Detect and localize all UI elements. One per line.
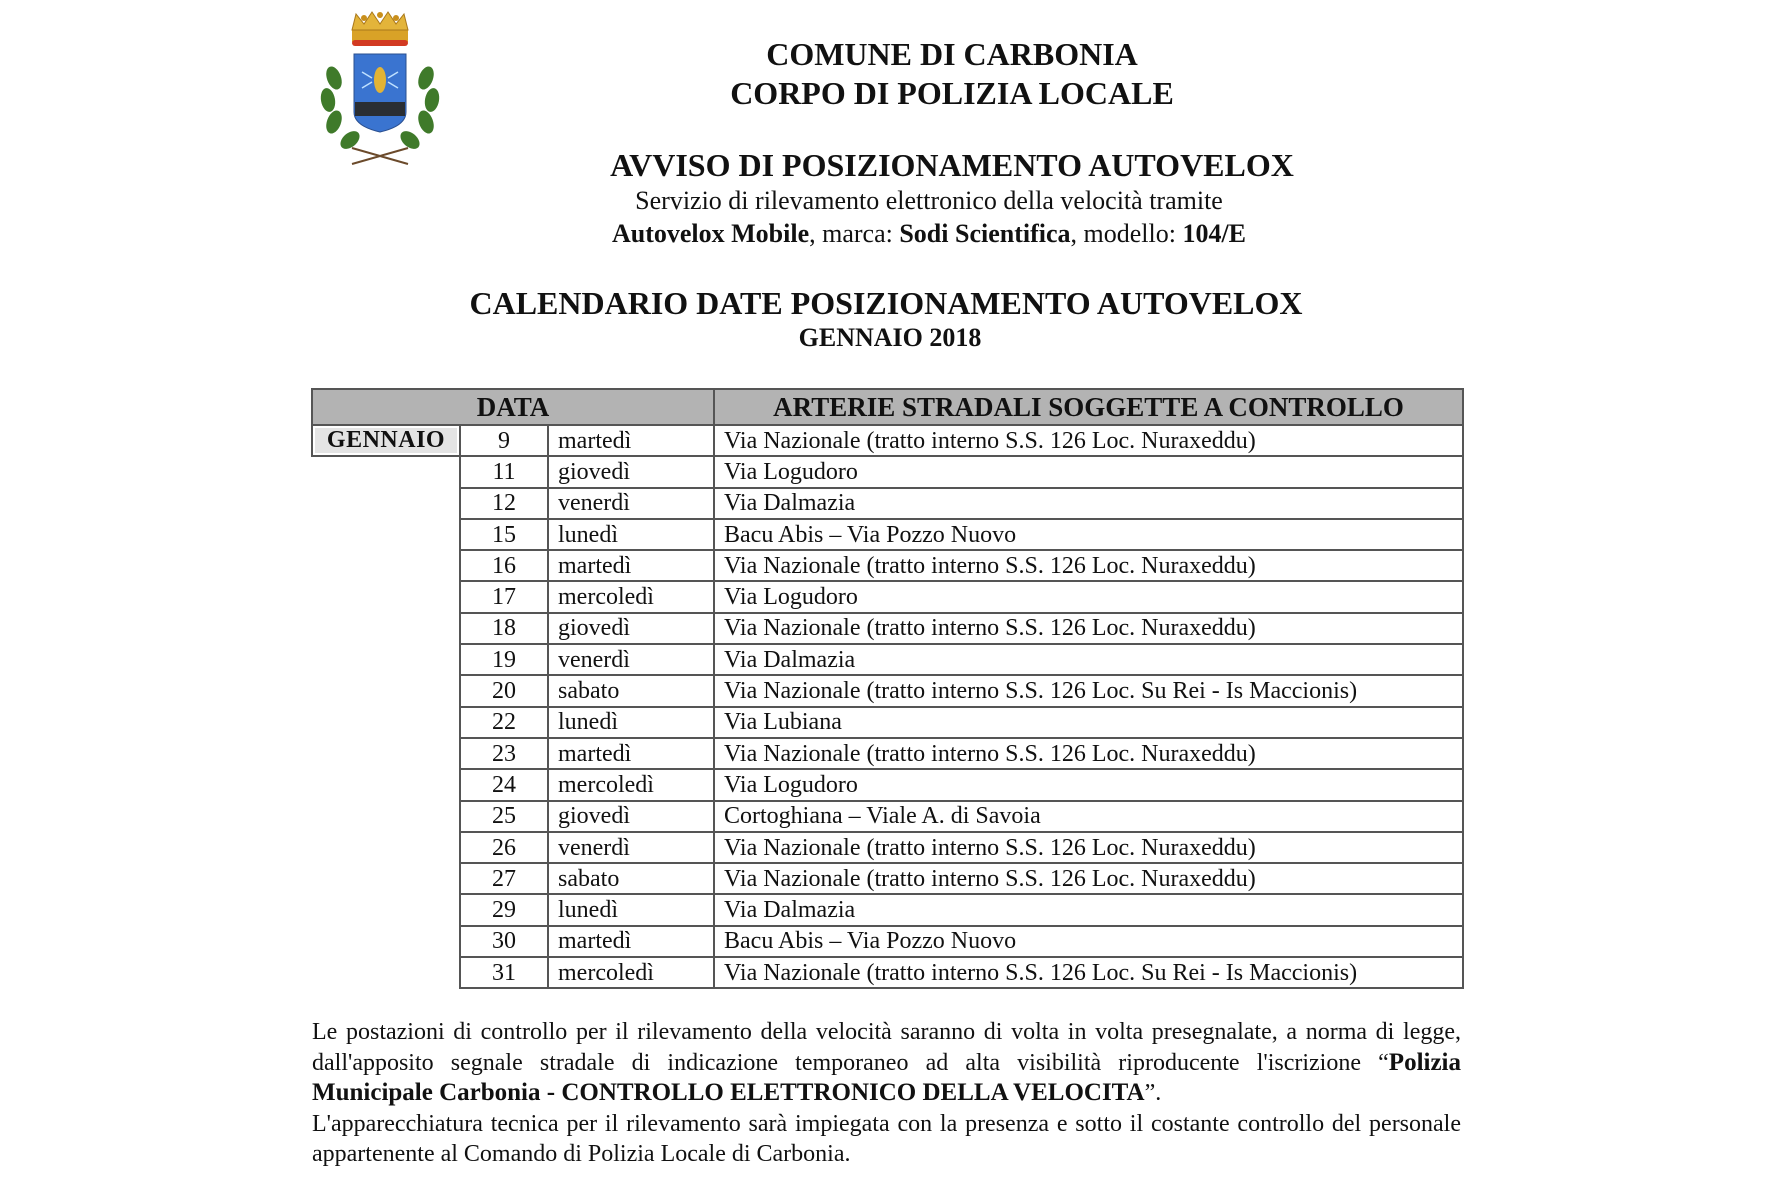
month-cell <box>312 769 460 800</box>
brand-label: , marca: <box>809 219 900 248</box>
road-cell: Via Nazionale (tratto interno S.S. 126 Loc. Su Rei - Is Maccionis) <box>714 675 1463 706</box>
table-row <box>312 769 1463 800</box>
day-cell: 24 <box>460 769 548 800</box>
day-cell: 9 <box>460 425 548 456</box>
table-row <box>312 801 1463 832</box>
paragraph-1-text: Le postazioni di controllo per il rilevamento della velocità saranno di volta in volta presegnalate, a norma di legge, dall'apposito segnale stradale di indicazione temporaneo ad alta visibilità riproducente l'iscrizione <box>312 1019 1461 1076</box>
road-cell: Via Lubiana <box>714 707 1463 738</box>
weekday-cell: martedì <box>548 550 714 581</box>
day-cell: 18 <box>460 613 548 644</box>
weekday-cell: mercoledì <box>548 957 714 988</box>
model-label: , modello: <box>1070 219 1183 248</box>
paragraph-1 <box>312 1017 1461 1109</box>
road-cell: Bacu Abis – Via Pozzo Nuovo <box>714 519 1463 550</box>
device-type: Autovelox Mobile <box>611 219 810 248</box>
day-cell: 19 <box>460 644 548 675</box>
device-model: 104/E <box>1182 219 1247 248</box>
day-cell: 20 <box>460 675 548 706</box>
road-cell: Via Nazionale (tratto interno S.S. 126 Loc. Nuraxeddu) <box>714 550 1463 581</box>
table-row <box>312 707 1463 738</box>
day-cell: 15 <box>460 519 548 550</box>
month-cell <box>312 707 460 738</box>
road-cell: Via Dalmazia <box>714 644 1463 675</box>
month-cell <box>312 550 460 581</box>
weekday-cell: lunedì <box>548 894 714 925</box>
road-cell: Bacu Abis – Via Pozzo Nuovo <box>714 926 1463 957</box>
day-cell: 23 <box>460 738 548 769</box>
weekday-cell: venerdì <box>548 832 714 863</box>
month-cell <box>312 581 460 612</box>
road-cell: Via Logudoro <box>714 769 1463 800</box>
notice-title: AVVISO DI POSIZIONAMENTO AUTOVELOX <box>610 147 1294 183</box>
weekday-cell: giovedì <box>548 613 714 644</box>
table-row <box>312 613 1463 644</box>
coat-of-arms-icon <box>312 8 448 166</box>
table-row <box>312 581 1463 612</box>
road-cell: Via Nazionale (tratto interno S.S. 126 Loc. Nuraxeddu) <box>714 863 1463 894</box>
road-cell: Via Nazionale (tratto interno S.S. 126 Loc. Nuraxeddu) <box>714 425 1463 456</box>
table-row <box>312 863 1463 894</box>
notice-paragraph <box>312 1017 1461 1170</box>
month-cell <box>312 801 460 832</box>
table-row <box>312 957 1463 988</box>
table-row <box>312 488 1463 519</box>
day-cell: 17 <box>460 581 548 612</box>
table-row <box>312 550 1463 581</box>
month-cell <box>312 738 460 769</box>
month-cell <box>312 644 460 675</box>
table-row <box>312 519 1463 550</box>
month-cell <box>312 957 460 988</box>
weekday-cell: sabato <box>548 863 714 894</box>
weekday-cell: mercoledì <box>548 581 714 612</box>
day-cell: 31 <box>460 957 548 988</box>
road-cell: Via Dalmazia <box>714 894 1463 925</box>
month-cell <box>312 863 460 894</box>
weekday-cell: martedì <box>548 425 714 456</box>
road-cell: Via Nazionale (tratto interno S.S. 126 Loc. Nuraxeddu) <box>714 738 1463 769</box>
table-header-row <box>312 389 1463 425</box>
table-row <box>312 644 1463 675</box>
weekday-cell: martedì <box>548 926 714 957</box>
month-cell <box>312 519 460 550</box>
month-cell <box>312 832 460 863</box>
signage-text: Polizia Municipale Carbonia - CONTROLLO ELETTRONICO DELLA VELOCITA <box>312 1048 1462 1106</box>
notice-subtitle: Servizio di rilevamento elettronico della velocità tramite <box>635 186 1223 215</box>
day-cell: 16 <box>460 550 548 581</box>
month-label: GENNAIO <box>315 428 457 453</box>
device-info <box>612 219 1246 249</box>
quote-close: ”. <box>1144 1080 1162 1106</box>
day-cell: 26 <box>460 832 548 863</box>
weekday-cell: martedì <box>548 738 714 769</box>
header-roads: ARTERIE STRADALI SOGGETTE A CONTROLLO <box>714 389 1463 425</box>
day-cell: 30 <box>460 926 548 957</box>
table-row <box>312 675 1463 706</box>
header-date: DATA <box>312 389 714 425</box>
weekday-cell: venerdì <box>548 488 714 519</box>
table-row <box>312 456 1463 487</box>
table-row <box>312 894 1463 925</box>
coat-of-arms-logo <box>312 8 448 166</box>
month-cell <box>312 894 460 925</box>
table-row <box>312 832 1463 863</box>
road-cell: Via Nazionale (tratto interno S.S. 126 Loc. Su Rei - Is Maccionis) <box>714 957 1463 988</box>
quote-open: “ <box>1378 1049 1389 1076</box>
org-name-line1: COMUNE DI CARBONIA <box>766 36 1138 72</box>
calendar-period: GENNAIO 2018 <box>798 323 982 352</box>
month-cell <box>312 613 460 644</box>
month-cell <box>312 675 460 706</box>
calendar-title: CALENDARIO DATE POSIZIONAMENTO AUTOVELOX <box>469 285 1303 321</box>
day-cell: 27 <box>460 863 548 894</box>
month-cell <box>312 926 460 957</box>
table-body <box>312 425 1463 988</box>
weekday-cell: lunedì <box>548 519 714 550</box>
road-cell: Via Nazionale (tratto interno S.S. 126 Loc. Nuraxeddu) <box>714 613 1463 644</box>
day-cell: 22 <box>460 707 548 738</box>
table-row <box>312 425 1463 456</box>
road-cell: Via Dalmazia <box>714 488 1463 519</box>
road-cell: Via Logudoro <box>714 581 1463 612</box>
weekday-cell: lunedì <box>548 707 714 738</box>
day-cell: 29 <box>460 894 548 925</box>
weekday-cell: sabato <box>548 675 714 706</box>
day-cell: 12 <box>460 488 548 519</box>
weekday-cell: giovedì <box>548 456 714 487</box>
weekday-cell: giovedì <box>548 801 714 832</box>
day-cell: 11 <box>460 456 548 487</box>
calendar-table <box>311 388 1464 989</box>
road-cell: Cortoghiana – Viale A. di Savoia <box>714 801 1463 832</box>
table-row <box>312 738 1463 769</box>
weekday-cell: mercoledì <box>548 769 714 800</box>
device-brand: Sodi Scientifica <box>899 219 1071 248</box>
month-cell <box>312 456 460 487</box>
month-cell <box>312 488 460 519</box>
table-row <box>312 926 1463 957</box>
weekday-cell: venerdì <box>548 644 714 675</box>
paragraph-2: L'apparecchiatura tecnica per il rilevamento sarà impiegata con la presenza e sotto il costante controllo del personale appartenente al Comando di Polizia Locale di Carbonia. <box>312 1110 1461 1167</box>
day-cell: 25 <box>460 801 548 832</box>
road-cell: Via Nazionale (tratto interno S.S. 126 Loc. Nuraxeddu) <box>714 832 1463 863</box>
month-cell <box>312 425 460 456</box>
road-cell: Via Logudoro <box>714 456 1463 487</box>
org-name-line2: CORPO DI POLIZIA LOCALE <box>730 75 1174 111</box>
